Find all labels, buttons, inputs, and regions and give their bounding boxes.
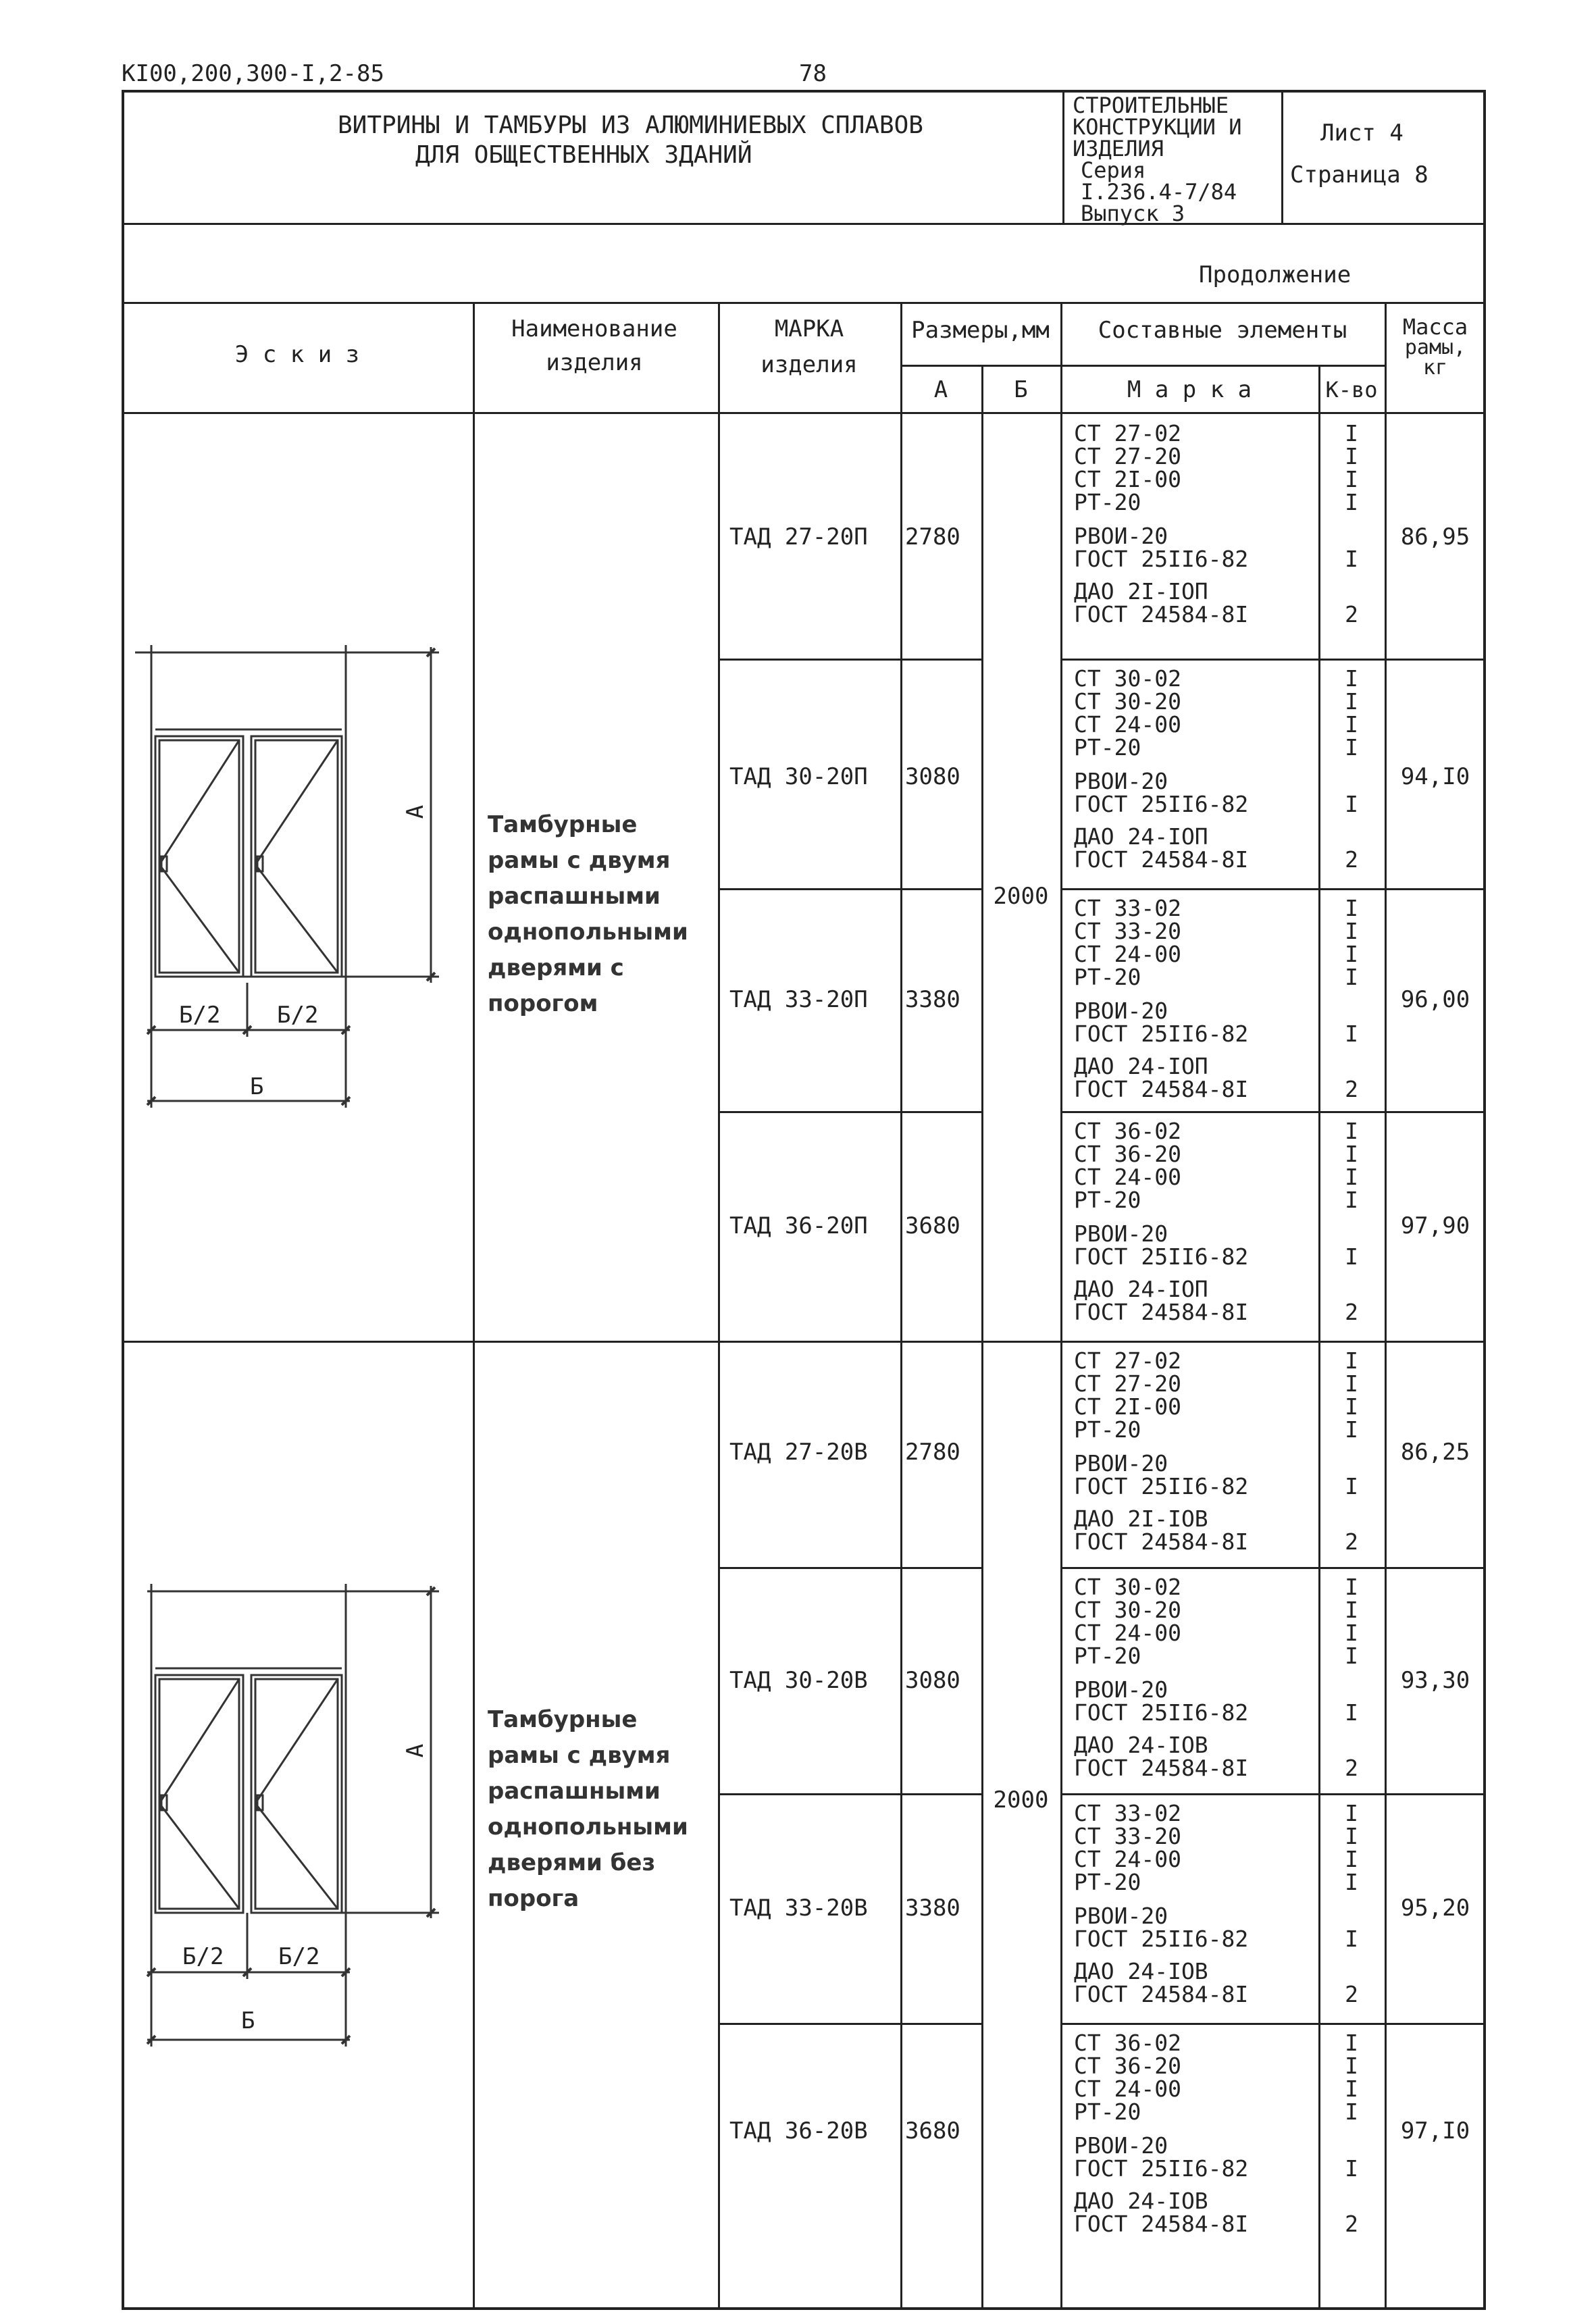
- component-quantity: 2: [1345, 1299, 1358, 1325]
- product-mark: ТАД 36-20П: [729, 1212, 868, 1239]
- sketch-dim-a: А: [402, 804, 430, 819]
- dimension-a-value: 3380: [905, 986, 960, 1013]
- component-mark: СТ 24-00: [1074, 941, 1181, 967]
- component-quantity: I: [1345, 1347, 1358, 1374]
- component-mark: РТ-20: [1074, 1416, 1141, 1443]
- component-mark: ГОСТ 24584-8I: [1074, 1076, 1249, 1102]
- catalog-line-1: СТРОИТЕЛЬНЫЕ: [1073, 93, 1229, 118]
- component-quantity: I: [1345, 1620, 1358, 1646]
- catalog-line-5: I.236.4-7/84: [1081, 179, 1237, 205]
- frame-mass: 96,00: [1400, 986, 1470, 1013]
- component-mark: СТ 36-20: [1074, 1141, 1181, 1167]
- component-quantity: I: [1345, 2155, 1358, 2182]
- product-mark: ТАД 33-20В: [729, 1895, 868, 1922]
- sketch-dim-half-1: Б/2: [179, 1002, 221, 1029]
- component-quantity: 2: [1345, 1755, 1358, 1781]
- component-mark: СТ 36-20: [1074, 2053, 1181, 2079]
- component-quantity: I: [1345, 1699, 1358, 1726]
- dimension-a-value: 2780: [905, 1439, 960, 1466]
- component-mark: РВОИ-20: [1074, 2132, 1168, 2159]
- component-mark: РТ-20: [1074, 1643, 1141, 1669]
- component-quantity: I: [1345, 791, 1358, 817]
- col-size-b: Б: [1014, 376, 1028, 403]
- component-mark: ДАО 24-IОП: [1074, 1053, 1208, 1079]
- component-quantity: I: [1345, 1243, 1358, 1270]
- component-mark: ГОСТ 24584-8I: [1074, 1755, 1249, 1781]
- sketch-dim-half-1: Б/2: [182, 1943, 224, 1970]
- sketch-dim-a: А: [402, 1743, 430, 1758]
- component-quantity: I: [1345, 546, 1358, 572]
- component-mark: ГОСТ 24584-8I: [1074, 1981, 1249, 2007]
- component-mark: СТ 30-20: [1074, 1597, 1181, 1623]
- component-quantity: I: [1345, 443, 1358, 469]
- component-mark: ГОСТ 25II6-82: [1074, 1021, 1249, 1047]
- component-mark: СТ 2I-00: [1074, 1393, 1181, 1420]
- col-comp-qty: К-во: [1325, 377, 1378, 403]
- component-mark: СТ 27-20: [1074, 443, 1181, 469]
- sketch-dim-b: Б: [241, 2007, 255, 2034]
- component-mark: СТ 33-20: [1074, 918, 1181, 944]
- component-mark: ГОСТ 25II6-82: [1074, 791, 1249, 817]
- component-mark: РВОИ-20: [1074, 523, 1168, 549]
- component-mark: ДАО 24-IОП: [1074, 1276, 1208, 1302]
- component-mark: ГОСТ 25II6-82: [1074, 1926, 1249, 1952]
- component-mark: ГОСТ 24584-8I: [1074, 846, 1249, 873]
- component-quantity: I: [1345, 1800, 1358, 1826]
- dimension-a-value: 3080: [905, 1667, 960, 1694]
- component-mark: СТ 30-02: [1074, 1574, 1181, 1600]
- component-quantity: I: [1345, 489, 1358, 515]
- frame-mass: 86,25: [1400, 1439, 1470, 1466]
- component-mark: СТ 24-00: [1074, 1620, 1181, 1646]
- frame-mass: 86,95: [1400, 523, 1470, 550]
- component-quantity: I: [1345, 1141, 1358, 1167]
- door-frame-sketch-with-threshold: [135, 642, 459, 1114]
- frame-mass: 95,20: [1400, 1895, 1470, 1922]
- component-mark: РТ-20: [1074, 1187, 1141, 1213]
- component-mark: ДАО 24-IОВ: [1074, 2188, 1208, 2214]
- component-quantity: I: [1345, 964, 1358, 990]
- product-mark: ТАД 30-20П: [729, 763, 868, 790]
- component-mark: ДАО 24-IОП: [1074, 823, 1208, 850]
- component-mark: РВОИ-20: [1074, 1903, 1168, 1929]
- col-size-a: А: [933, 376, 948, 403]
- component-quantity: I: [1345, 1926, 1358, 1952]
- dimension-a-value: 2780: [905, 523, 960, 550]
- col-components: Составные элементы: [1098, 317, 1347, 344]
- component-mark: СТ 33-02: [1074, 895, 1181, 921]
- catalog-line-3: ИЗДЕЛИЯ: [1073, 136, 1164, 161]
- component-mark: РВОИ-20: [1074, 1676, 1168, 1703]
- component-quantity: I: [1345, 1473, 1358, 1499]
- dimension-a-value: 3680: [905, 1212, 960, 1239]
- col-mass-line-2: рамы,: [1404, 336, 1466, 359]
- component-quantity: I: [1345, 2030, 1358, 2056]
- component-mark: РВОИ-20: [1074, 1220, 1168, 1247]
- component-mark: СТ 2I-00: [1074, 466, 1181, 492]
- component-mark: РВОИ-20: [1074, 1450, 1168, 1476]
- component-mark: ГОСТ 24584-8I: [1074, 1528, 1249, 1555]
- component-mark: СТ 30-20: [1074, 688, 1181, 715]
- col-mass-line-1: Масса: [1402, 314, 1468, 340]
- component-mark: СТ 33-02: [1074, 1800, 1181, 1826]
- title-line-1: ВИТРИНЫ И ТАМБУРЫ ИЗ АЛЮМИНИЕВЫХ СПЛАВОВ: [338, 111, 923, 139]
- component-mark: РТ-20: [1074, 734, 1141, 761]
- col-mark-line-2: изделия: [761, 351, 858, 378]
- component-mark: РТ-20: [1074, 964, 1141, 990]
- component-mark: РТ-20: [1074, 489, 1141, 515]
- component-mark: СТ 33-20: [1074, 1823, 1181, 1849]
- component-mark: СТ 36-02: [1074, 2030, 1181, 2056]
- component-mark: РТ-20: [1074, 2099, 1141, 2125]
- frame-mass: 94,I0: [1400, 763, 1470, 790]
- component-quantity: I: [1345, 941, 1358, 967]
- catalog-line-2: КОНСТРУКЦИИ И: [1073, 114, 1242, 140]
- product-mark: ТАД 30-20В: [729, 1667, 868, 1694]
- component-quantity: I: [1345, 1416, 1358, 1443]
- component-mark: СТ 27-02: [1074, 1347, 1181, 1374]
- component-quantity: I: [1345, 1823, 1358, 1849]
- sketch-dim-b: Б: [250, 1073, 264, 1100]
- component-mark: СТ 24-00: [1074, 711, 1181, 738]
- component-quantity: I: [1345, 734, 1358, 761]
- component-quantity: I: [1345, 1574, 1358, 1600]
- component-quantity: I: [1345, 665, 1358, 692]
- component-quantity: I: [1345, 1643, 1358, 1669]
- dimension-a-value: 3380: [905, 1895, 960, 1922]
- component-mark: ГОСТ 25II6-82: [1074, 1473, 1249, 1499]
- component-quantity: I: [1345, 466, 1358, 492]
- component-mark: СТ 27-20: [1074, 1370, 1181, 1397]
- component-mark: СТ 27-02: [1074, 420, 1181, 446]
- component-quantity: I: [1345, 1597, 1358, 1623]
- component-mark: ГОСТ 24584-8I: [1074, 601, 1249, 627]
- component-mark: РВОИ-20: [1074, 768, 1168, 794]
- group-description: Тамбурные рамы с двумя распашными однопольными дверями без порога: [488, 1706, 688, 1912]
- component-quantity: I: [1345, 688, 1358, 715]
- component-quantity: I: [1345, 1869, 1358, 1895]
- component-quantity: 2: [1345, 1981, 1358, 2007]
- sketch-dim-half-2: Б/2: [277, 1002, 319, 1029]
- component-quantity: I: [1345, 711, 1358, 738]
- col-mass-line-3: кг: [1422, 356, 1448, 380]
- col-name-line-1: Наименование: [511, 315, 677, 342]
- component-mark: ГОСТ 25II6-82: [1074, 546, 1249, 572]
- component-quantity: I: [1345, 918, 1358, 944]
- component-mark: СТ 24-00: [1074, 2076, 1181, 2102]
- component-mark: ДАО 24-IОВ: [1074, 1958, 1208, 1984]
- component-mark: ГОСТ 25II6-82: [1074, 1243, 1249, 1270]
- door-frame-sketch-without-threshold: [135, 1580, 459, 2053]
- component-mark: РВОИ-20: [1074, 998, 1168, 1024]
- component-quantity: I: [1345, 1370, 1358, 1397]
- component-mark: РТ-20: [1074, 1869, 1141, 1895]
- frame-mass: 93,30: [1400, 1667, 1470, 1694]
- component-mark: ГОСТ 24584-8I: [1074, 1299, 1249, 1325]
- title-line-2: ДЛЯ ОБЩЕСТВЕННЫХ ЗДАНИЙ: [415, 141, 752, 169]
- product-mark: ТАД 27-20П: [729, 523, 868, 550]
- dimension-a-value: 3080: [905, 763, 960, 790]
- component-quantity: I: [1345, 1187, 1358, 1213]
- component-quantity: 2: [1345, 846, 1358, 873]
- catalog-line-6: Выпуск 3: [1081, 201, 1185, 226]
- component-mark: ГОСТ 25II6-82: [1074, 2155, 1249, 2182]
- group-description: Тамбурные рамы с двумя распашными однопольными дверями с порогом: [488, 811, 688, 1017]
- component-quantity: I: [1345, 2053, 1358, 2079]
- page-number: 78: [799, 60, 827, 87]
- component-quantity: I: [1345, 2076, 1358, 2102]
- col-name-line-2: изделия: [546, 349, 643, 376]
- component-quantity: 2: [1345, 1076, 1358, 1102]
- frame-mass: 97,I0: [1400, 2117, 1470, 2144]
- component-quantity: I: [1345, 2099, 1358, 2125]
- dimension-b-value: 2000: [993, 1786, 1049, 1814]
- col-mark-line-1: МАРКА: [774, 315, 844, 342]
- component-mark: СТ 24-00: [1074, 1164, 1181, 1190]
- catalog-line-4: Серия: [1081, 157, 1146, 183]
- component-quantity: I: [1345, 1021, 1358, 1047]
- document-code: KI00,200,300-I,2-85: [122, 60, 384, 87]
- component-mark: ДАО 2I-IОВ: [1074, 1506, 1208, 1532]
- dimension-b-value: 2000: [993, 883, 1049, 910]
- component-mark: ГОСТ 25II6-82: [1074, 1699, 1249, 1726]
- col-sketch: Э с к и з: [234, 341, 360, 368]
- component-quantity: 2: [1345, 601, 1358, 627]
- component-quantity: 2: [1345, 1528, 1358, 1555]
- component-quantity: I: [1345, 1164, 1358, 1190]
- component-quantity: I: [1345, 1118, 1358, 1144]
- dimension-a-value: 3680: [905, 2117, 960, 2144]
- product-mark: ТАД 27-20В: [729, 1439, 868, 1466]
- component-quantity: 2: [1345, 2211, 1358, 2237]
- component-mark: ДАО 24-IОВ: [1074, 1732, 1208, 1758]
- component-quantity: I: [1345, 420, 1358, 446]
- page-label: Страница 8: [1290, 161, 1428, 188]
- component-mark: СТ 30-02: [1074, 665, 1181, 692]
- component-mark: ГОСТ 24584-8I: [1074, 2211, 1249, 2237]
- product-mark: ТАД 36-20В: [729, 2117, 868, 2144]
- col-comp-mark: М а р к а: [1127, 376, 1252, 403]
- component-mark: ДАО 2I-IОП: [1074, 578, 1208, 605]
- component-quantity: I: [1345, 1393, 1358, 1420]
- component-mark: СТ 24-00: [1074, 1846, 1181, 1872]
- component-mark: СТ 36-02: [1074, 1118, 1181, 1144]
- product-mark: ТАД 33-20П: [729, 986, 868, 1013]
- frame-mass: 97,90: [1400, 1212, 1470, 1239]
- sheet-number: Лист 4: [1320, 120, 1404, 147]
- component-quantity: I: [1345, 1846, 1358, 1872]
- continuation-label: Продолжение: [1199, 261, 1352, 288]
- col-sizes: Размеры,мм: [911, 317, 1050, 344]
- sketch-dim-half-2: Б/2: [278, 1943, 320, 1970]
- component-quantity: I: [1345, 895, 1358, 921]
